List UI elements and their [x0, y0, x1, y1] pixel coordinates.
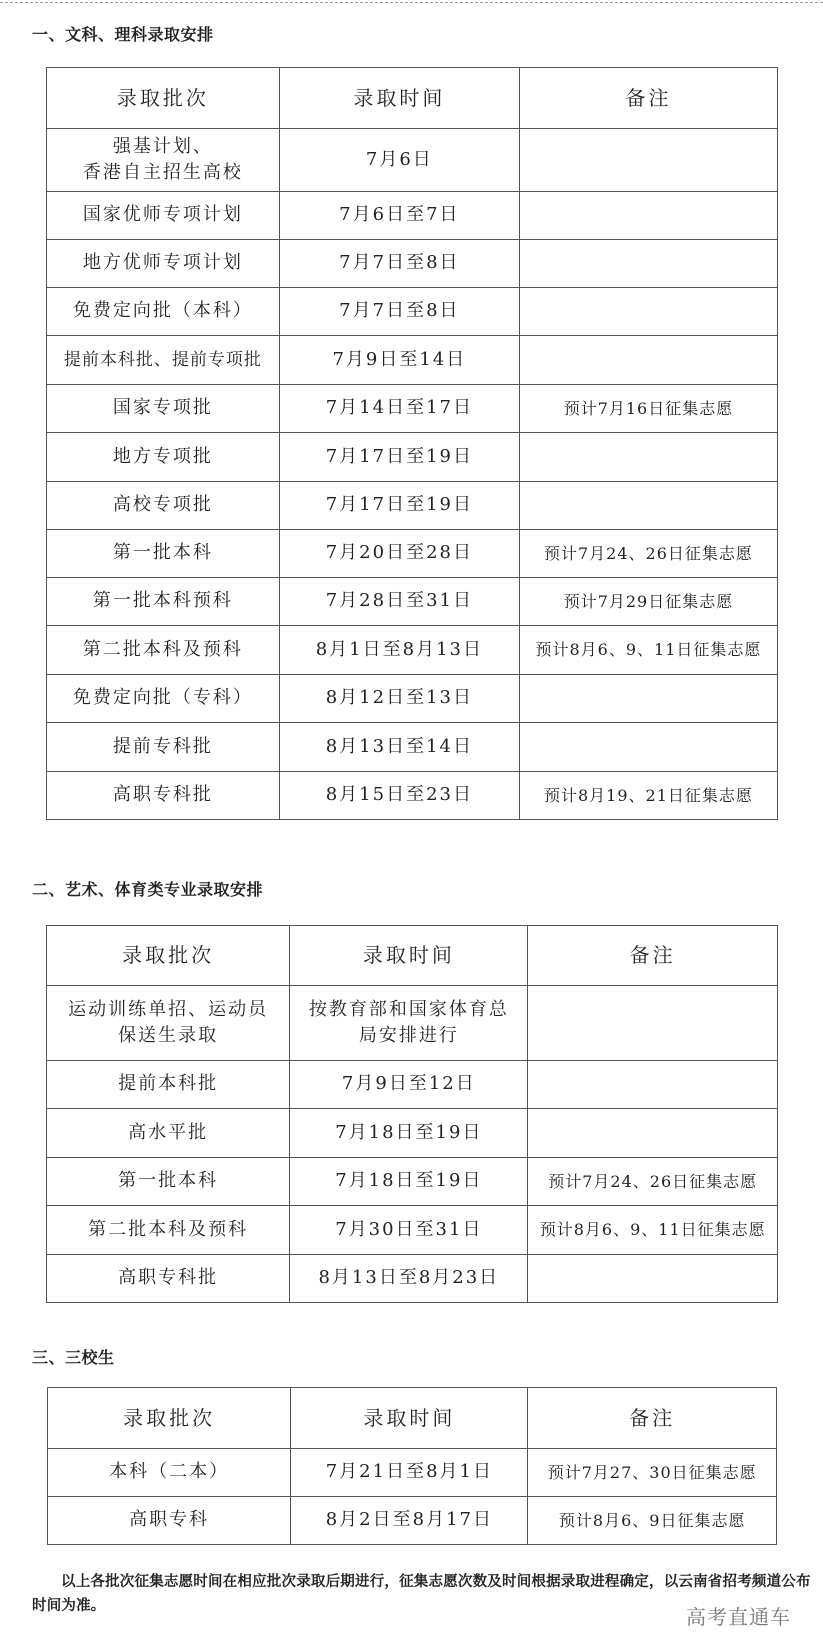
- table-row: [47, 772, 778, 820]
- time-cell: 按教育部和国家体育总 局安排进行: [290, 986, 528, 1061]
- batch-cell: 第一批本科: [47, 1158, 290, 1206]
- three-school-students-schedule-table: [47, 1387, 777, 1545]
- table-row: [47, 385, 778, 433]
- batch-cell: 地方专项批: [47, 433, 280, 482]
- time-cell: 7月7日至8日: [279, 240, 519, 288]
- batch-cell: 地方优师专项计划: [47, 240, 280, 288]
- batch-cell: 国家专项批: [47, 385, 280, 433]
- table-row: [47, 1255, 778, 1303]
- note-cell: [528, 986, 778, 1061]
- table-row: [47, 626, 778, 675]
- table-row: [48, 1497, 777, 1545]
- batch-cell: 国家优师专项计划: [47, 192, 280, 240]
- time-cell: 8月15日至23日: [279, 772, 519, 820]
- note-cell: [519, 240, 777, 288]
- art-sports-schedule-table: [46, 925, 778, 1303]
- batch-cell: 免费定向批（专科）: [47, 675, 280, 723]
- time-cell: 8月13日至14日: [279, 723, 519, 772]
- table-row: [47, 1158, 778, 1206]
- note-cell: 预计8月6、9、11日征集志愿: [528, 1206, 778, 1255]
- batch-cell: 本科（二本）: [48, 1449, 291, 1497]
- table-row: [47, 986, 778, 1061]
- note-cell: 预计7月29日征集志愿: [519, 578, 777, 626]
- batch-cell: 高职专科批: [47, 772, 280, 820]
- table-row: [47, 482, 778, 530]
- time-cell: 7月9日至12日: [290, 1061, 528, 1109]
- batch-cell: 运动训练单招、运动员 保送生录取: [47, 986, 290, 1061]
- table-header-row: [47, 68, 778, 129]
- table-row: [47, 675, 778, 723]
- note-cell: 预计8月19、21日征集志愿: [519, 772, 777, 820]
- section-2-heading: 二、艺术、体育类专业录取安排: [32, 880, 264, 899]
- header-time: 录取时间: [290, 926, 528, 986]
- header-batch: 录取批次: [47, 68, 280, 129]
- section-3-heading: 三、三校生: [32, 1348, 115, 1367]
- table-row: [47, 336, 778, 385]
- time-cell: 8月12日至13日: [279, 675, 519, 723]
- arts-science-schedule-table: [46, 67, 778, 820]
- note-cell: [519, 433, 777, 482]
- batch-cell: 强基计划、 香港自主招生高校: [47, 129, 280, 192]
- section-1-heading: 一、文科、理科录取安排: [32, 25, 214, 44]
- note-cell: [519, 675, 777, 723]
- time-cell: 7月14日至17日: [279, 385, 519, 433]
- batch-cell: 第一批本科预科: [47, 578, 280, 626]
- note-cell: 预计8月6、9、11日征集志愿: [519, 626, 777, 675]
- batch-cell: 提前本科批、提前专项批: [47, 336, 280, 385]
- batch-cell: 第二批本科及预科: [47, 1206, 290, 1255]
- batch-cell: 提前本科批: [47, 1061, 290, 1109]
- note-cell: [528, 1255, 778, 1303]
- footnote: 以上各批次征集志愿时间在相应批次录取后期进行，征集志愿次数及时间根据录取进程确定，以云南省招考频道公布时间为准。: [32, 1574, 811, 1614]
- batch-cell: 第一批本科: [47, 530, 280, 578]
- note-cell: [519, 288, 777, 336]
- batch-cell: 高水平批: [47, 1109, 290, 1158]
- time-cell: 7月20日至28日: [279, 530, 519, 578]
- time-cell: 7月18日至19日: [290, 1158, 528, 1206]
- time-cell: 7月17日至19日: [279, 433, 519, 482]
- table-row: [47, 530, 778, 578]
- table-row: [47, 129, 778, 192]
- table-header-row: [47, 926, 778, 986]
- table-row: [47, 1109, 778, 1158]
- note-cell: [519, 723, 777, 772]
- time-cell: 8月1日至8月13日: [279, 626, 519, 675]
- table-row: [47, 1206, 778, 1255]
- note-cell: [519, 192, 777, 240]
- batch-cell: 高职专科批: [47, 1255, 290, 1303]
- header-batch: 录取批次: [47, 926, 290, 986]
- batch-cell: 免费定向批（本科）: [47, 288, 280, 336]
- header-note: 备注: [528, 926, 778, 986]
- header-time: 录取时间: [291, 1388, 528, 1449]
- note-cell: [519, 129, 777, 192]
- note-cell: 预计7月24、26日征集志愿: [528, 1158, 778, 1206]
- note-cell: [528, 1109, 778, 1158]
- batch-cell: 高职专科: [48, 1497, 291, 1545]
- time-cell: 8月2日至8月17日: [291, 1497, 528, 1545]
- time-cell: 7月7日至8日: [279, 288, 519, 336]
- watermark-text: 高考直通车: [686, 1605, 791, 1629]
- table-row: [47, 578, 778, 626]
- batch-cell: 提前专科批: [47, 723, 280, 772]
- time-cell: 7月28日至31日: [279, 578, 519, 626]
- table-row: [47, 288, 778, 336]
- header-note: 备注: [519, 68, 777, 129]
- table-row: [47, 1061, 778, 1109]
- header-batch: 录取批次: [48, 1388, 291, 1449]
- time-cell: 7月18日至19日: [290, 1109, 528, 1158]
- table-header-row: [48, 1388, 777, 1449]
- table-row: [47, 723, 778, 772]
- time-cell: 8月13日至8月23日: [290, 1255, 528, 1303]
- table-row: [48, 1449, 777, 1497]
- time-cell: 7月30日至31日: [290, 1206, 528, 1255]
- header-note: 备注: [528, 1388, 777, 1449]
- note-cell: [519, 336, 777, 385]
- table-row: [47, 192, 778, 240]
- time-cell: 7月6日: [279, 129, 519, 192]
- time-cell: 7月17日至19日: [279, 482, 519, 530]
- header-time: 录取时间: [279, 68, 519, 129]
- note-cell: 预计7月16日征集志愿: [519, 385, 777, 433]
- batch-cell: 高校专项批: [47, 482, 280, 530]
- note-cell: [519, 482, 777, 530]
- note-cell: 预计8月6、9日征集志愿: [528, 1497, 777, 1545]
- note-cell: 预计7月27、30日征集志愿: [528, 1449, 777, 1497]
- batch-cell: 第二批本科及预科: [47, 626, 280, 675]
- note-cell: 预计7月24、26日征集志愿: [519, 530, 777, 578]
- time-cell: 7月9日至14日: [279, 336, 519, 385]
- note-cell: [528, 1061, 778, 1109]
- table-row: [47, 433, 778, 482]
- time-cell: 7月21日至8月1日: [291, 1449, 528, 1497]
- table-row: [47, 240, 778, 288]
- top-dashed-divider: [0, 2, 823, 3]
- time-cell: 7月6日至7日: [279, 192, 519, 240]
